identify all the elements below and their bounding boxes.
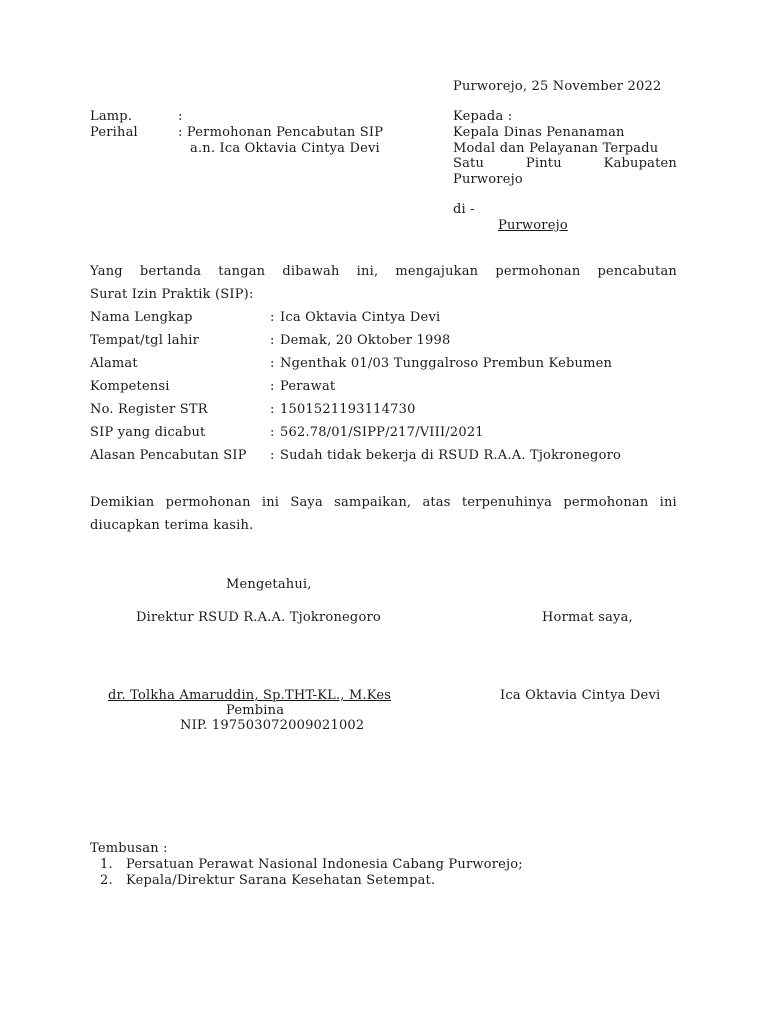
left-signatory-rank: Pembina <box>226 703 285 718</box>
recipient-line-4: Purworejo <box>453 172 523 187</box>
tembusan-item-text: Kepala/Direktur Sarana Kesehatan Setempat. <box>126 873 436 888</box>
tembusan-item-number: 2. <box>100 873 113 888</box>
field-value: Perawat <box>280 379 336 394</box>
field-label: SIP yang dicabut <box>90 425 206 440</box>
intro-word: permohonan <box>495 264 581 279</box>
perihal-value: : Permohonan Pencabutan SIP <box>178 125 384 140</box>
field-colon: : <box>270 379 275 394</box>
closing-word: Demikian <box>90 495 155 510</box>
field-label: Alamat <box>90 356 138 371</box>
perihal-label: Perihal <box>90 125 138 140</box>
recipient-line-2: Modal dan Pelayanan Terpadu <box>453 141 659 156</box>
field-row-ttl <box>90 333 680 353</box>
field-value: Sudah tidak bekerja di RSUD R.A.A. Tjokronegoro <box>280 448 622 463</box>
intro-line-1 <box>90 264 677 279</box>
recipient-kepada: Kepada : <box>453 109 513 124</box>
perihal-value-line2: a.n. Ica Oktavia Cintya Devi <box>190 141 380 156</box>
recipient-word: Kabupaten <box>603 156 677 171</box>
intro-line-2: Surat Izin Praktik (SIP): <box>90 287 254 302</box>
field-colon: : <box>270 448 275 463</box>
closing-word: atas <box>422 495 451 510</box>
left-signatory-title: Direktur RSUD R.A.A. Tjokronegoro <box>136 610 381 625</box>
closing-word: sampaikan, <box>334 495 412 510</box>
field-row-alamat <box>90 356 680 376</box>
closing-word: ini <box>659 495 677 510</box>
field-row-kompetensi <box>90 379 680 399</box>
closing-line-2: diucapkan terima kasih. <box>90 518 254 533</box>
intro-word: bertanda <box>139 264 202 279</box>
field-row-sip <box>90 425 680 445</box>
tembusan-label: Tembusan : <box>90 841 168 856</box>
closing-line-1 <box>90 495 677 510</box>
left-signatory-name: dr. Tolkha Amaruddin, Sp.THT-KL., M.Kes <box>108 688 392 703</box>
recipient-line-1: Kepala Dinas Penanaman <box>453 125 625 140</box>
intro-word: Yang <box>90 264 123 279</box>
field-label: No. Register STR <box>90 402 208 417</box>
intro-word: ini, <box>356 264 379 279</box>
tembusan-item-text: Persatuan Perawat Nasional Indonesia Cabang Purworejo; <box>126 857 523 872</box>
closing-word: ini <box>261 495 280 510</box>
field-label: Tempat/tgl lahir <box>90 333 200 348</box>
tembusan-item-number: 1. <box>100 857 113 872</box>
field-value: 1501521193114730 <box>280 402 416 417</box>
right-signatory-name: Ica Oktavia Cintya Devi <box>500 688 661 703</box>
field-colon: : <box>270 425 275 440</box>
lamp-colon: : <box>178 109 183 124</box>
recipient-city: Purworejo <box>498 218 568 233</box>
intro-word: dibawah <box>282 264 340 279</box>
field-label: Kompetensi <box>90 379 170 394</box>
closing-word: permohonan <box>165 495 251 510</box>
left-signatory-nip: NIP. 197503072009021002 <box>180 718 365 733</box>
lamp-label: Lamp. <box>90 109 133 124</box>
field-value: Ica Oktavia Cintya Devi <box>280 310 441 325</box>
field-colon: : <box>270 356 275 371</box>
field-row-str <box>90 402 680 422</box>
field-colon: : <box>270 402 275 417</box>
field-row-nama <box>90 310 680 330</box>
closing-word: terpenuhinya <box>461 495 553 510</box>
letter-date: Purworejo, 25 November 2022 <box>453 79 662 94</box>
recipient-line-3 <box>453 156 677 171</box>
field-value: Ngenthak 01/03 Tunggalroso Prembun Kebumen <box>280 356 613 371</box>
field-value: 562.78/01/SIPP/217/VIII/2021 <box>280 425 484 440</box>
right-signatory-title: Hormat saya, <box>542 610 633 625</box>
field-value: Demak, 20 Oktober 1998 <box>280 333 451 348</box>
intro-word: pencabutan <box>597 264 677 279</box>
mengetahui-label: Mengetahui, <box>226 577 312 592</box>
field-colon: : <box>270 333 275 348</box>
field-label: Alasan Pencabutan SIP <box>90 448 247 463</box>
recipient-word: Satu <box>453 156 485 171</box>
intro-word: mengajukan <box>395 264 479 279</box>
field-label: Nama Lengkap <box>90 310 193 325</box>
field-row-alasan <box>90 448 680 468</box>
closing-word: permohonan <box>563 495 649 510</box>
field-colon: : <box>270 310 275 325</box>
closing-word: Saya <box>290 495 323 510</box>
intro-word: tangan <box>218 264 266 279</box>
recipient-word: Pintu <box>525 156 562 171</box>
recipient-di: di - <box>453 202 475 217</box>
